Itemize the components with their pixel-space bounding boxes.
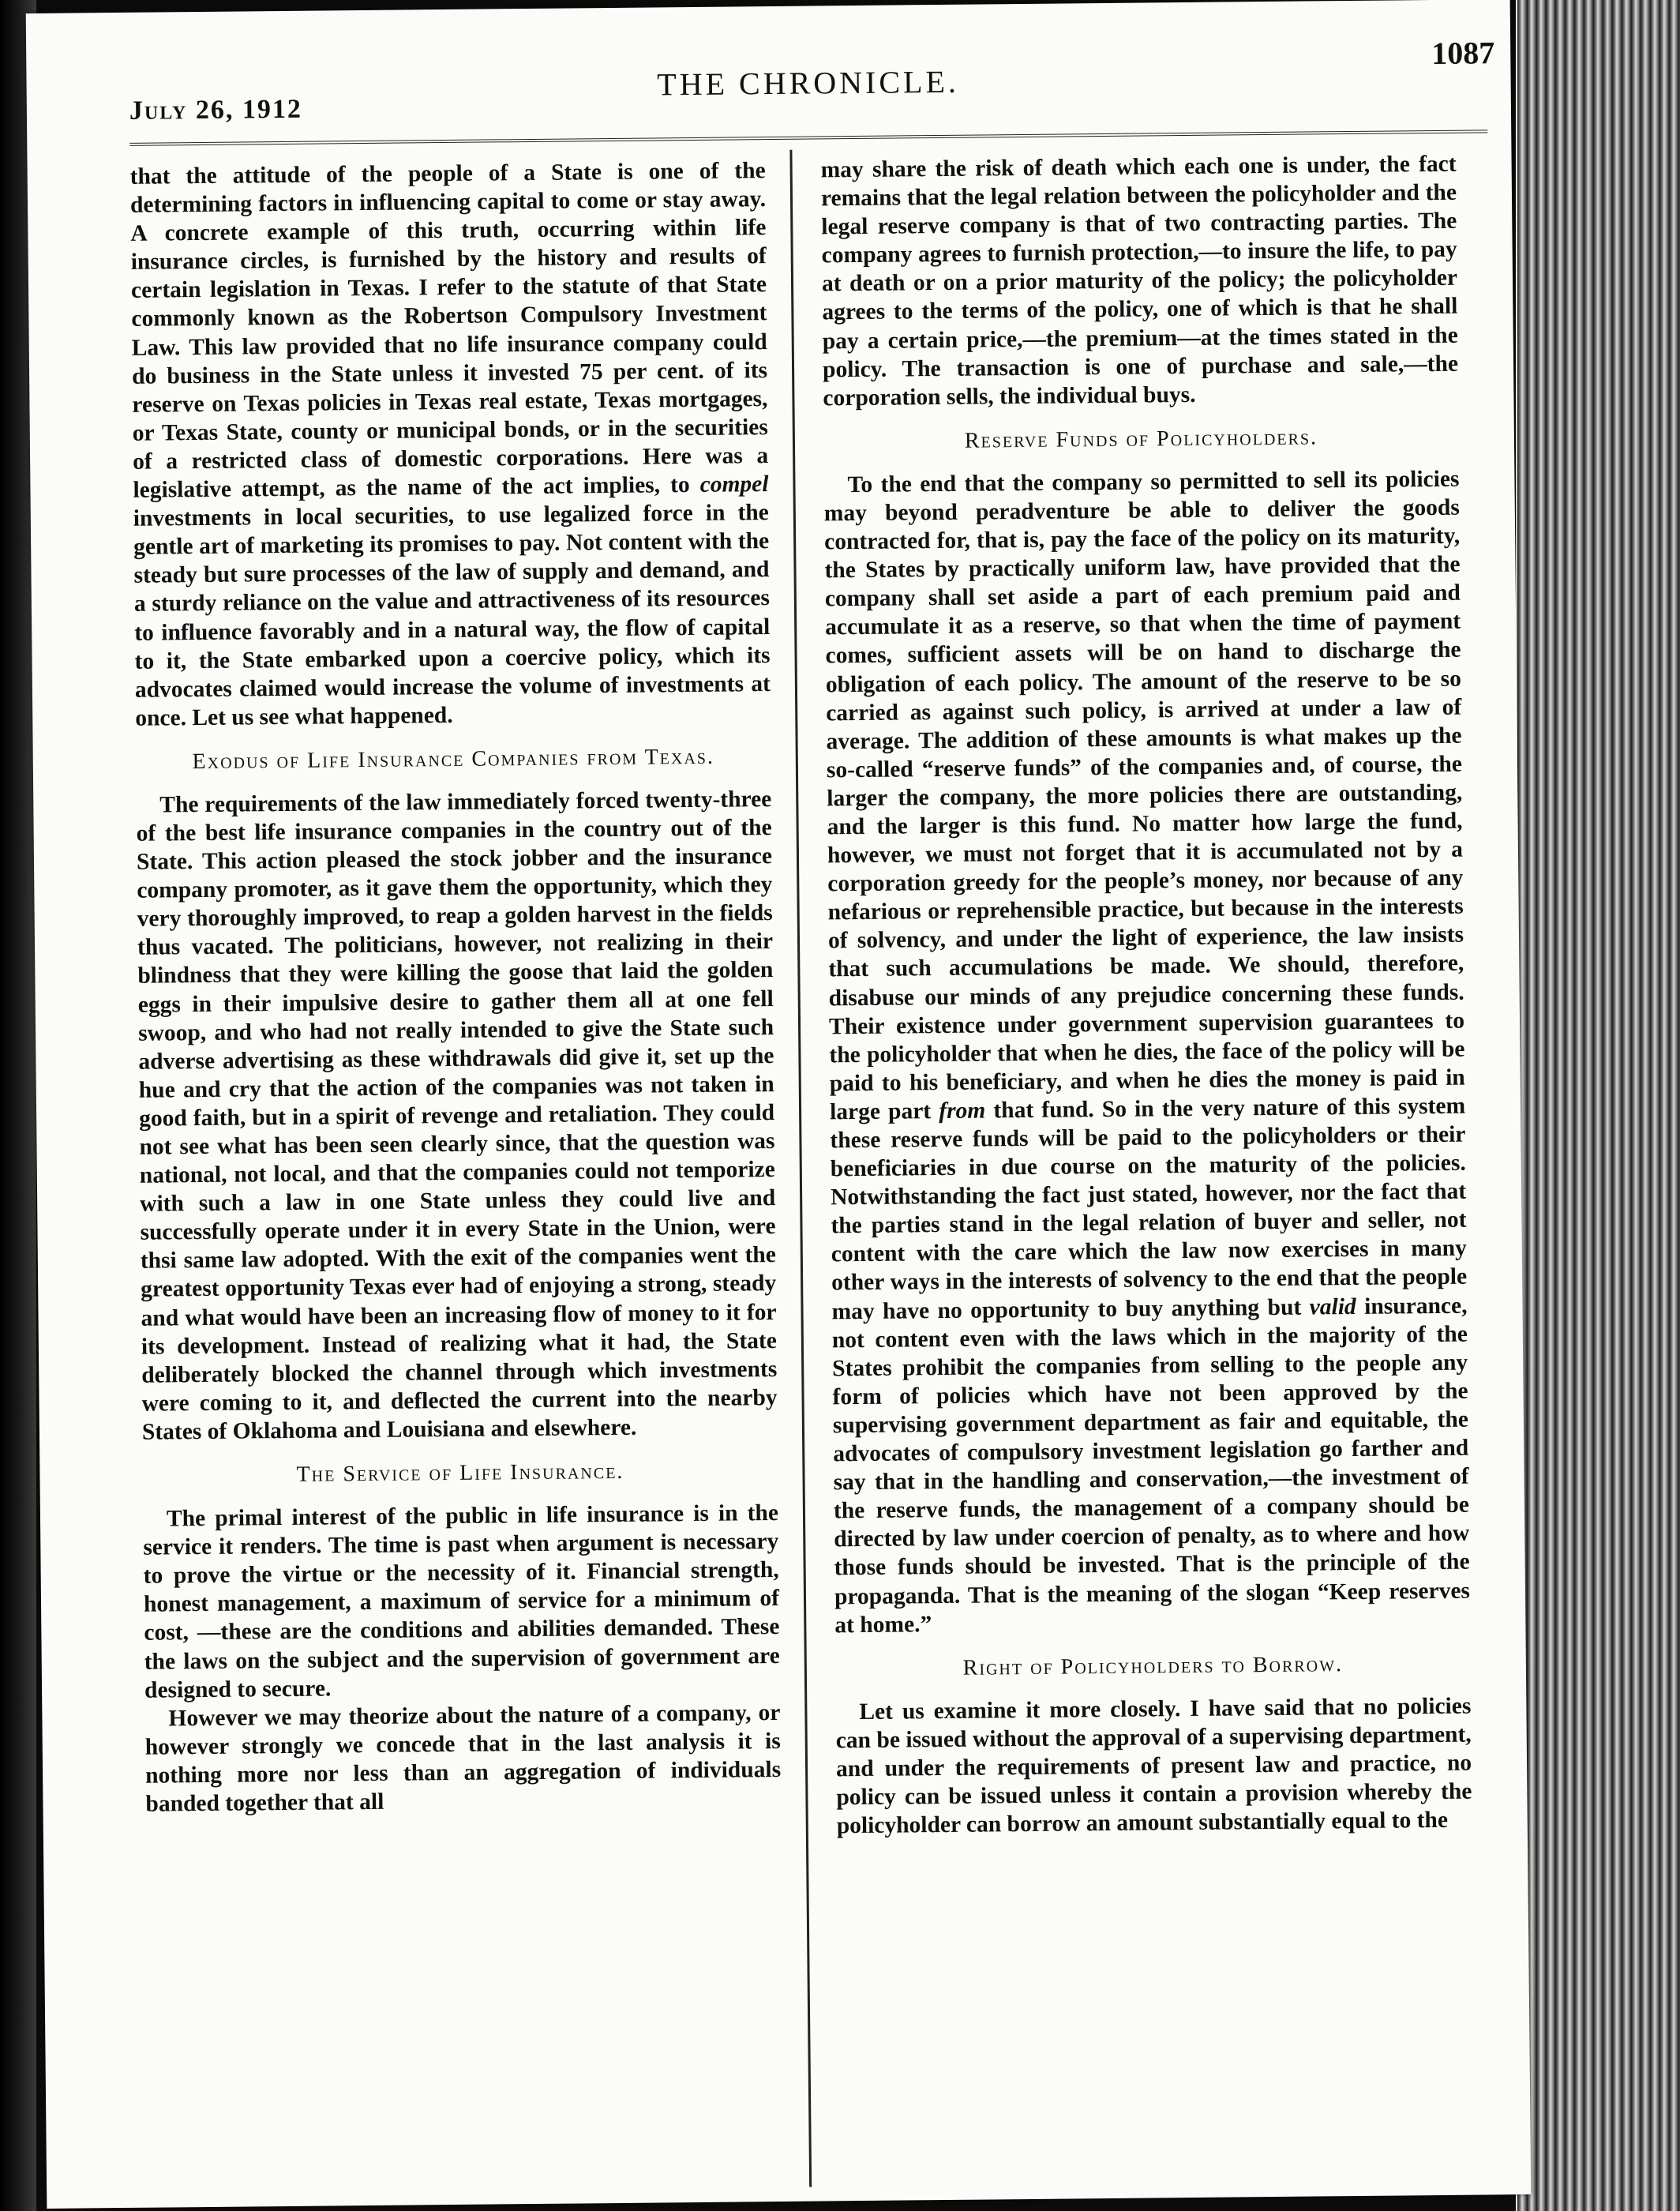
paragraph: may share the risk of death which each one is under, the fact remains that the legal relation between the policyholder and the legal reserve company is that of two contracting parties. The company agrees to furnish protection,—to insure the life, to pay at death or on a prior maturity of the policy; the policyholder agrees to the terms of the policy, one of which is that he shall pay a certain price,—the premium—at the times stated in the policy. The transaction is one of purchase and sale,—the corporation sells, the individual buys. — [820, 151, 1459, 411]
paragraph: However we may theorize about the nature of a company, or however strongly we concede that in the last analysis it is nothing more nor less than an aggregation of individuals banded together that all — [144, 1699, 782, 1817]
page-number: 1087 — [1431, 35, 1495, 71]
book-page-edges — [1517, 0, 1680, 2211]
section-heading-service: The Service of Life Insurance. — [296, 1458, 624, 1487]
paragraph: that the attitude of the people of a State is one of the determining factors in influencing capital to come or stay away. A concrete example of this truth, occurring within life insurance circles, is furnished by the history and results of certain legislation in Texas. I refer to the statute of that State commonly known as the Robertson Compulsory Investment Law. This law provided that no life insurance company could do business in the State unless it invested 75 per cent. of its reserve on Texas policies in Texas real estate, Texas mortgages, or Texas State, county or municipal bonds, or in the securities of a restricted class of domestic corporations. Here was a legislative attempt, as the name of the act implies, to compel investments in local securities, to use legalized force in the gentle art of marketing its promises to pay. Not content with the steady but sure processes of the law of supply and demand, and a sturdy reliance on the value and attractiveness of its resources to influence favorably and in a natural way, the flow of capital to it, the State embarked upon a coercive policy, which its advocates claimed would increase the volume of investments at once. Let us see what happened. — [129, 158, 771, 731]
journal-page — [26, 0, 1532, 2209]
emphasis: compel — [699, 471, 769, 497]
issue-date: July 26, 1912 — [129, 94, 303, 126]
paragraph: To the end that the company so permitted to sell its policies may beyond peradventure be able to deliver the goods contracted for, that is, pay the face of the policy on its maturity, the States by practically uniform law, have provided that the company shall set aside a part of each premium paid and accumulate it as a reserve, so that when the time of payment comes, sufficient assets will be on hand to discharge the obligation of each policy. The amount of the reserve to be so carried as against such policy, is arrived at under a law of average. The addition of these amounts is what makes up the so-called “reserve funds” of the companies and, of course, the larger the company, the more policies there are outstanding, and the larger is this fund. No matter how large the fund, however, we must not forget that it is accumulated not by a corporation greedy for the people’s money, nor because of any nefarious or reprehensible practice, but because in the interests of solvency, and under the light of experience, the law insists that such accumulations be made. We should, therefore, disabuse our minds of any prejudice concerning these funds. Their existence under government supervision guarantees to the policyholder that when he dies, the face of the policy will be paid to his beneficiary, and when he dies the money is paid in large part from that fund. So in the very nature of this system these reserve funds will be paid to the policyholders or their beneficiaries in due course on the maturity of the policies. Notwithstanding the fact just stated, however, nor the fact that the parties stand in the legal relation of buyer and seller, not content with the care which the law now exercises in many other ways in the interests of solvency to the end that the people may have no opportunity to buy anything but valid insurance, not content even with the laws which in the majority of the States prohibit the companies from selling to the people any form of policies which have not been approved by the supervising government department as fair and equitable, the advocates of compulsory investment legislation go farther and say that in the handling and conservation,—the investment of the reserve funds, the management of a company should be directed by law under coercion of penalty, as to where and how those funds should be invested. That is the principle of the propaganda. That is the meaning of the slogan “Keep reserves at home.” — [823, 466, 1471, 1638]
left-column — [130, 156, 782, 1819]
paragraph: Let us examine it more closely. I have said that no policies can be issued without the approval of a supervising department, and under the requirements of present law and practice, no policy can be issued unless it contain a provision whereby the policyholder can borrow an amount substantially equal to the — [835, 1693, 1472, 1839]
header-rule — [129, 130, 1487, 146]
emphasis: from — [939, 1098, 986, 1124]
paragraph: The requirements of the law immediately forced twenty-three of the best life insurance companies in the country out of the State. This action pleased the stock jobber and the insurance company promoter, as it gave them the opportunity, which they very thoroughly improved, to reap a golden harvest in the fields thus vacated. The politicians, however, not realizing in their blindness that they were killing the goose that laid the golden eggs in their impulsive desire to gather them all at one fell swoop, and who had not really intended to give the State such adverse advertising as these withdrawals did give it, set up the hue and cry that the action of the companies was not taken in good faith, but in a spirit of revenge and retaliation. They could not see what has been seen clearly since, that the question was national, not local, and that the companies could not temporize with such a law in one State unless they could live and successfully operate under it in every State in the Union, were thsi same law adopted. With the exit of the companies went the greatest opportunity Texas ever had of enjoying a strong, steady and what would have been an increasing flow of money to it for its development. Instead of realizing what it had, the State deliberately blocked the channel through which investments were coming to it, and deflected the current into the nearby States of Oklahoma and Louisiana and elsewhere. — [136, 786, 778, 1445]
emphasis: valid — [1309, 1293, 1356, 1320]
paragraph: The primal interest of the public in life insurance is in the service it renders. The time is past when argument is necessary to prove the virtue or the necessity of it. Financial strength, honest management, a maximum of service for a minimum of cost, —these are the conditions and abilities demanded. These the laws on the subject and the supervision of government are designed to secure. — [143, 1500, 780, 1703]
right-column — [820, 150, 1472, 1841]
running-header — [129, 34, 1495, 134]
section-heading-exodus: Exodus of Life Insurance Companies from Texas. — [192, 744, 715, 774]
section-heading-right-to-borrow: Right of Policyholders to Borrow. — [962, 1651, 1344, 1680]
section-heading-reserve-funds: Reserve Funds of Policyholders. — [964, 425, 1318, 453]
journal-title: THE CHRONICLE. — [657, 63, 960, 103]
column-rule — [789, 150, 812, 2187]
